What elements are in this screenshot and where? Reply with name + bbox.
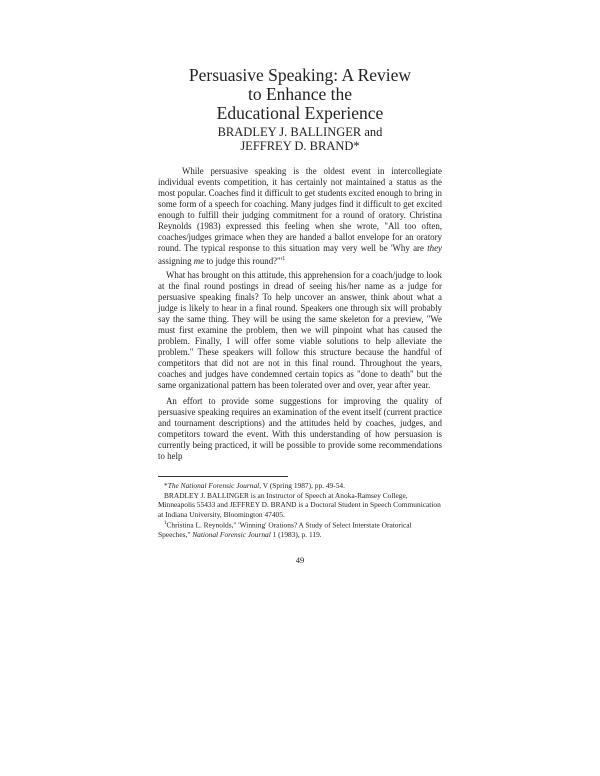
emphasis-they: they [427, 243, 442, 253]
paragraph-1-mid: assigning [158, 255, 194, 266]
title-line-1: Persuasive Speaking: A Review [188, 65, 412, 85]
footnote-ref-1: 1 [282, 256, 286, 262]
footnote-star-mark: * [164, 481, 168, 490]
page-number: 49 [295, 555, 305, 565]
paragraph-3: An effort to provide some suggestions for improving the quality of persuasive speaking requires an examination of the event itself (current practice and tournament descriptions) and the attitudes held by coaches, judges, and competitors toward the event. With this understanding of how persuasion is currently being practiced, it will be possible to provide some recommendations to help [158, 395, 442, 461]
footnote-star-journal: The National Forensic Journal [167, 481, 260, 490]
paragraph-1-end: to judge this round?'" [204, 255, 283, 266]
footnote-1-journal: National Forensic Journal [192, 529, 271, 539]
article-body [158, 166, 442, 467]
title-line-3: Educational Experience [216, 103, 384, 123]
footnote-1 [158, 519, 442, 539]
footnote-star-citation: , V (Spring 1987), pp. 49-54. [259, 481, 345, 490]
footnote-1-text: Christina L. Reynolds," 'Winning' Orations? A Study of Select Interstate Oratorical Speeches," [158, 520, 412, 539]
footnotes [158, 481, 442, 539]
article-title [150, 66, 450, 123]
author-byline [150, 125, 450, 153]
footnote-1-mark: 1 [164, 521, 167, 526]
footnote-star [158, 481, 442, 491]
footnote-authors: BRADLEY J. BALLINGER is an Instructor of Speech at Anoka-Ramsey College, Minneapolis 55433 and JEFFREY D. BRAND is a Doctoral Student in Speech Communication at Indiana University, Bloomington 47405. [158, 490, 441, 519]
footnote-1-citation: 1 (1983), p. 119. [270, 529, 322, 539]
paragraph-1 [158, 166, 442, 267]
author-line-2: JEFFREY D. BRAND* [240, 139, 360, 153]
title-line-2: to Enhance the [248, 84, 352, 104]
emphasis-me: me [193, 255, 205, 266]
footnote-divider [158, 476, 288, 477]
paragraph-2: What has brought on this attitude, this apprehension for a coach/judge to look at the final round postings in dread of seeing his/her name as a judge for persuasive speaking finals? To help uncover an answer, think about what a judge is likely to hear in a final round. Speakers one through six will probably say the same thing. They will be using the same skeleton for a preview, "We must first examine the problem, then we will pinpoint what has caused the problem. Finally, I will offer some viable solutions to help alleviate the problem." These speakers will follow this structure because the handful of competitors that did not are not in this final round. Throughout the years, coaches and judges have condemned certain topics as "done to death" but the same organizational pattern has been tolerated over and over, year after year. [158, 269, 442, 390]
paragraph-1-text: While persuasive speaking is the oldest event in intercollegiate individual events competition, it has certainly not maintained a status as the most popular. Coaches find it difficult to get students excited enough to bring in some form of a speech for coaching. Many judges find it difficult to get excited enough to fulfill their judging commitment for a round of oratory. Christina Reynolds (1983) expressed this feeling when she wrote, "All too often, coaches/judges grimace when they are handed a ballot envelope for an oratory round. The typical response to this situation may very well be 'Why are [158, 166, 442, 253]
author-line-1: BRADLEY J. BALLINGER and [217, 125, 383, 139]
